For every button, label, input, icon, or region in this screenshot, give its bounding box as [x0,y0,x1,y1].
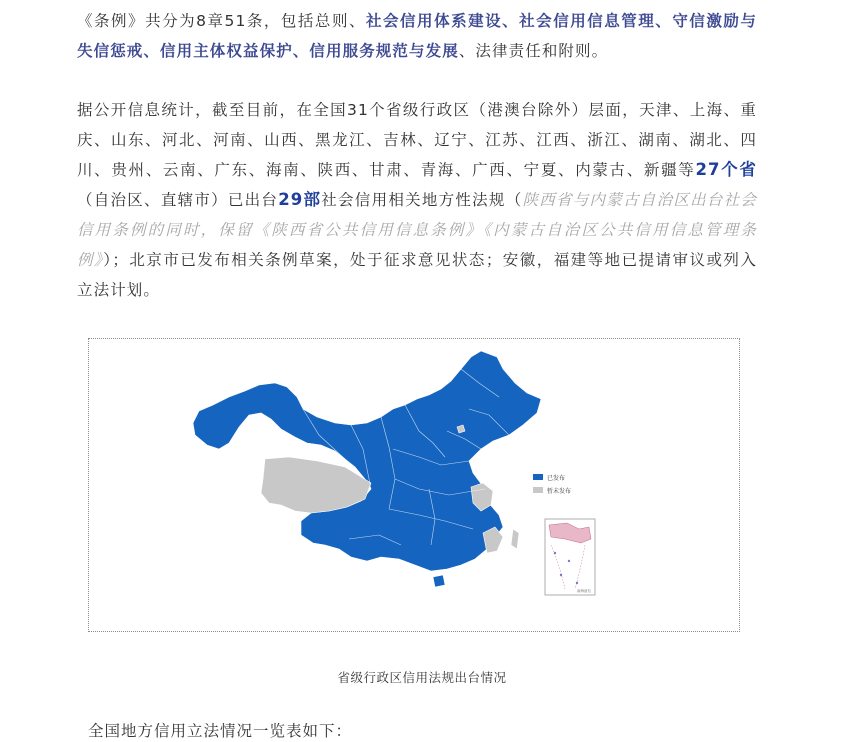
chapter-highlight: 社会信用体系建设、社会信用信息管理、守信激励与失信惩戒、信用主体权益保护、信用服务规范与发展 [77,12,757,60]
table-intro-line: 全国地方信用立法情况一览表如下： [88,722,353,740]
province-count: 27个省 [695,160,757,179]
paragraph-structure-lead: 《条例》共分为8章51条，包括总则、 [77,12,366,30]
statistics-lead: 据公开信息统计，截至目前，在全国31个省级行政区（港澳台除外）层面，天津、上海、重庆、山东、河北、河南、山西、黑龙江、吉林、辽宁、江苏、江西、浙江、湖南、湖北、四川、贵州、云南、广东、海南、陕西、甘肃、青海、广西、宁夏、内蒙古、新疆等 [77,101,757,179]
statistics-tail: ）；北京市已发布相关条例草案，处于征求意见状态；安徽，福建等地已提请审议或列入立法计划。 [77,251,758,299]
map-region-pending-taiwan [511,529,519,549]
statistics-mid2: 社会信用相关地方性法规（ [321,191,523,209]
legend-label-pending: 暂未发布 [547,488,572,495]
law-count: 29部 [278,190,322,209]
paragraph-statistics [77,95,757,305]
statistics-mid1: （自治区、直辖市）已出台 [77,191,279,209]
paragraph-structure [77,6,757,66]
china-map-figure [88,338,740,632]
south-china-sea-inset [545,519,595,595]
legend-swatch-pending [533,487,543,493]
inset-label: 南海诸岛 [577,589,591,593]
china-map [89,339,740,632]
map-region-published-hainan [433,575,445,587]
figure-caption: 省级行政区信用法规出台情况 [337,670,507,685]
paragraph-structure-tail: 、法律责任和附则。 [458,42,609,60]
statistics-note: 陕西省与内蒙古自治区出台社会信用条例的同时，保留《陕西省公共信用信息条例》《内蒙古自治区公共信用信息管理条例》 [77,191,758,269]
legend-label-published: 已发布 [547,475,566,482]
legend-swatch-published [533,474,543,480]
